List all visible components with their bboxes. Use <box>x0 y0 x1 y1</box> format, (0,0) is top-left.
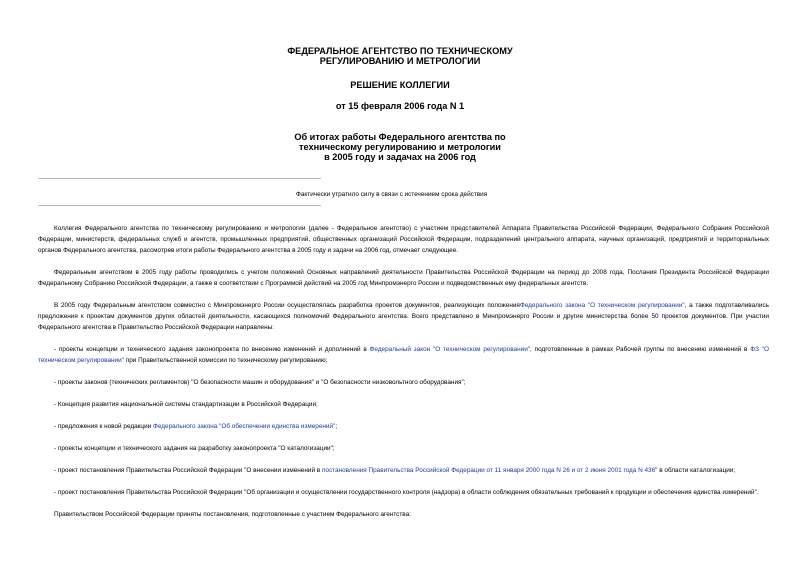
subject-line3: в 2005 году и задачах на 2006 год <box>324 152 476 162</box>
document-subject <box>200 132 600 162</box>
list-item-text: - предложения к новой редакции <box>54 423 154 430</box>
status-note: Фактически утратило силу в связи с истечением срока действия <box>296 191 488 198</box>
law-link-technical-regulation[interactable]: Федеральный закон "О техническом регулировании" <box>369 346 531 353</box>
list-item-text: при Правительственной комиссии по техническому регулированию; <box>123 357 328 364</box>
list-item: - Концепция развития национальной системы стандартизации в Российской Федерации; <box>54 401 318 408</box>
list-item: - проект постановления Правительства Российской Федерации "Об организации и осуществлении государственного контроля (надзора) в области соблюдения обязательных требований к продукции и обеспечения единства измерений". <box>54 489 759 496</box>
divider-bottom <box>38 205 321 206</box>
divider-top <box>38 178 321 179</box>
paragraph-text: В 2005 году Федеральным агентством совместно с Минпромэнерго России осуществлялась разработка проектов документов, реализующих положения <box>54 302 520 309</box>
paragraph <box>38 300 769 333</box>
law-link-fz-technical-regulation[interactable]: ФЗ "О техническом регулировании" <box>38 346 770 364</box>
list-item <box>38 465 769 476</box>
agency-title-line1: ФЕДЕРАЛЬНОЕ АГЕНТСТВО ПО ТЕХНИЧЕСКОМУ <box>287 46 513 56</box>
document-body <box>38 223 769 520</box>
subject-line2: техническому регулированию и метрологии <box>299 142 501 152</box>
paragraph: Правительством Российской Федерации приняты постановления, подготовленные с участием Федерального агентства: <box>54 511 411 518</box>
document-type: РЕШЕНИЕ КОЛЛЕГИИ <box>350 80 450 90</box>
paragraph: Коллегия Федерального агентства по техническому регулированию и метрологии (далее - Федеральное агентство) с участием представителей Аппарата Правительства Российской Федерации, Федерального Собрания Российской Федерации, министерств, федеральных служб и агентств, промышленных предприятий, общественных организаций Российской Федерации, подразделений центрального аппарата, научных организаций, предприятий и территориальных органов Федерального агентства, рассмотрев итоги работы Федерального агентства в 2005 году и задачи на 2006 год, отмечает следующее. <box>38 225 769 254</box>
list-item-text: , подготовленные в рамках Рабочей группы по внесению изменений в <box>530 346 751 353</box>
paragraph-text: , а также подготавливались предложения к проектам документов других областей деятельности, касающихся полномочий Федерального агентства. Всего представлено в Минпромэнерго России и другие министерства более 50 проектов документов. При участии Федерального агентства в Правительство Российской Федерации направлены: <box>38 302 769 331</box>
agency-title <box>200 46 600 66</box>
resolution-link[interactable]: постановления Правительства Российской Федерации от 11 января 2000 года N 26 и от 2 июня 2001 года N 436 <box>321 467 656 474</box>
list-item-text: - проект постановления Правительства Российской Федерации "О внесении изменений в <box>54 467 322 474</box>
list-item <box>38 344 769 366</box>
subject-line1: Об итогах работы Федерального агентства по <box>294 132 506 142</box>
list-item-text: - проекты концепции и технического задания законопроекта по внесению изменений и дополнений в <box>54 346 370 353</box>
list-item-text: " в области каталогизации; <box>655 467 736 474</box>
list-item <box>38 421 769 432</box>
list-item: - проекты концепции и технического задания на разработку законопроекта "О каталогизации"; <box>54 445 335 452</box>
list-item: - проекты законов (технических регламентов) "О безопасности машин и оборудования" и "О безопасности низковольтного оборудования"; <box>54 379 466 386</box>
law-link-measurement-uniformity[interactable]: Федерального закона "Об обеспечении единства измерений" <box>153 423 336 430</box>
document-date: от 15 февраля 2006 года N 1 <box>335 101 465 111</box>
list-item-text: ; <box>335 423 338 430</box>
paragraph: Федеральным агентством в 2005 году работы проводились с учетом положений Основных направлений деятельности Правительства Российской Федерации на период до 2008 года, Послания Президента Российской Федерации Федеральному Собранию Российской Федерации, а также в соответствии с Программой действий на 2005 год Минпромэнерго России и подведомственных ему федеральных агентств. <box>38 269 769 287</box>
agency-title-line2: РЕГУЛИРОВАНИЮ И МЕТРОЛОГИИ <box>319 56 481 66</box>
law-link-technical-regulation[interactable]: Федерального закона "О техническом регулировании" <box>519 302 685 309</box>
